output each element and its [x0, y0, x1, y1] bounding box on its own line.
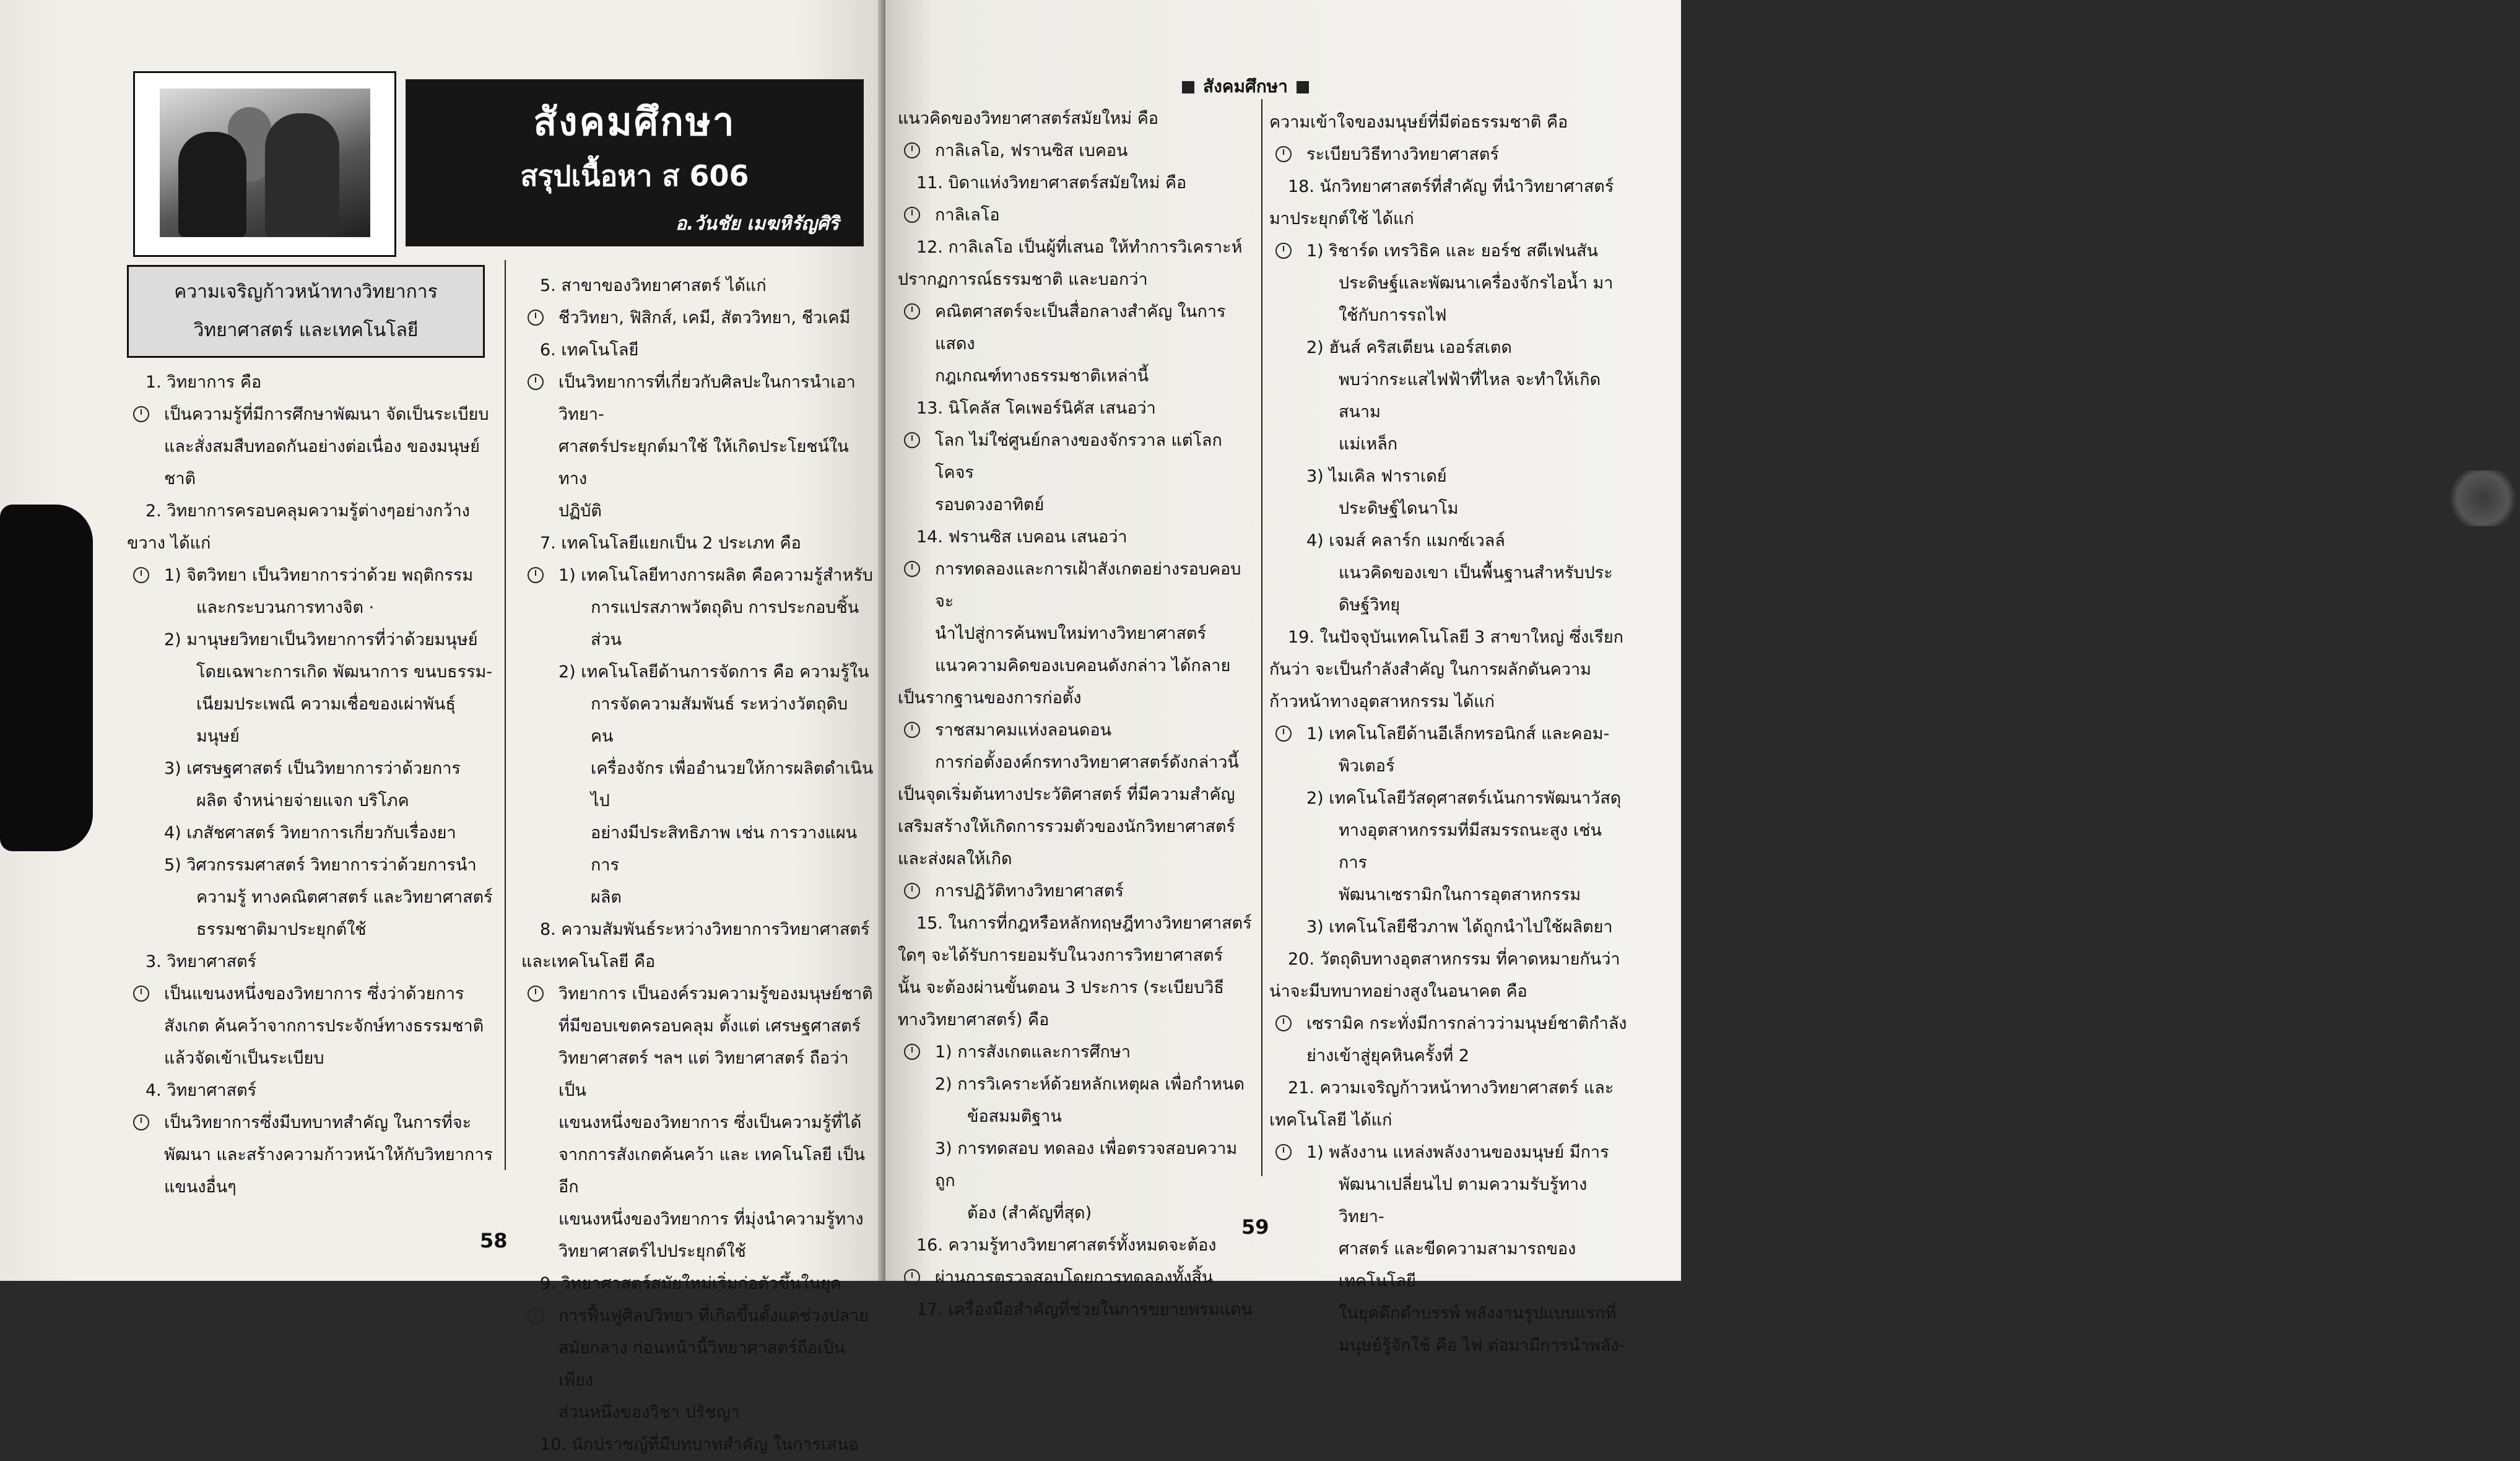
text-line: เสริมสร้างให้เกิดการรวมตัวของนักวิทยาศาสตร์: [898, 817, 1236, 836]
answer-text: การฟื้นฟูศิลปวิทยา ที่เกิดขึ้นตั้งแต่ช่วงปลาย: [558, 1306, 869, 1325]
text-line: นั้น จะต้องผ่านขั้นตอน 3 ประการ (ระเบียบวิธี: [898, 978, 1224, 997]
clock-bullet-icon: [904, 561, 920, 577]
continuation-line: พัฒนา และสร้างความก้าวหน้าให้กับวิทยาการ: [164, 1145, 493, 1164]
answer-line: [898, 296, 1257, 360]
sub-item-continuation: พัฒนาเซรามิกในการอุตสาหกรรม: [1339, 885, 1581, 904]
answer-line: [898, 135, 1257, 167]
answer-text: วิทยาการ เป็นองค์รวมความรู้ของมนุษย์ชาติ: [558, 984, 873, 1004]
answer-text: 1) เทคโนโลยีด้านอีเล็กทรอนิกส์ และคอม-: [1306, 724, 1610, 744]
question-line: 2. วิทยาการครอบคลุมความรู้ต่างๆอย่างกว้าง: [146, 501, 470, 521]
left-page: [0, 0, 885, 1454]
answer-text: 1) ริชาร์ด เทรวิธิค และ ยอร์ช สตีเฟนสัน: [1306, 241, 1598, 261]
answer-line: [127, 1107, 495, 1139]
question-line: 1. วิทยาการ คือ: [146, 373, 262, 392]
clock-bullet-icon: [1275, 726, 1292, 742]
clock-bullet-icon: [133, 567, 149, 583]
clock-bullet-icon: [1275, 243, 1292, 259]
clock-bullet-icon: [1275, 1015, 1292, 1031]
answer-text: เป็นวิทยาการที่เกี่ยวกับศิลปะในการนำเอาวิทยา-: [558, 373, 856, 424]
answer-text: กาลิเลโอ: [935, 206, 1000, 225]
clock-bullet-icon: [904, 1044, 920, 1060]
question-line: 10. นักปราชญ์ที่มีบทบาทสำคัญ ในการเสนอ: [540, 1435, 859, 1454]
banner-author: อ.วันชัย เมฆหิรัญศิริ: [675, 213, 839, 235]
sub-item-continuation: ประดิษฐ์ไดนาโม: [1339, 499, 1459, 518]
continuation-line: วิทยาศาสตร์ ฯลฯ แต่ วิทยาศาสตร์ ถือว่าเป็น: [558, 1049, 849, 1100]
continuation-line: ศาสตร์ประยุกต์มาใช้ ให้เกิดประโยชน์ในทาง: [558, 437, 849, 488]
sub-item-continuation: การแปรสภาพวัตถุดิบ การประกอบชิ้นส่วน: [591, 598, 859, 649]
question-line: 21. ความเจริญก้าวหน้าทางวิทยาศาสตร์ และ: [1288, 1078, 1614, 1098]
sub-item-continuation: ทางอุตสาหกรรมที่มีสมรรถนะสูง เช่น การ: [1339, 821, 1602, 872]
column-divider: [505, 260, 506, 1170]
text-line: เป็นรากฐานของการก่อตั้ง: [898, 688, 1082, 708]
ink-blot: [0, 505, 93, 851]
stain-mark: [2446, 470, 2520, 526]
sub-item-continuation: ธรรมชาติมาประยุกต์ใช้: [196, 920, 367, 939]
text-line: เทคโนโลยี ได้แก่: [1269, 1111, 1393, 1130]
sub-item-continuation: มนุษย์รู้จักใช้ คือ ไฟ ต่อมามีการนำพลัง-: [1339, 1336, 1625, 1355]
sub-item-line: 2) ฮันส์ คริสเตียน เออร์สเตด: [1306, 338, 1512, 357]
continuation-line: แขนงหนึ่งของวิทยาการ ที่มุ่งนำความรู้ทาง: [558, 1210, 864, 1229]
answer-line: [1269, 139, 1628, 171]
question-line: 5. สาขาของวิทยาศาสตร์ ได้แก่: [540, 276, 767, 295]
sub-item-continuation: ข้อสมมติฐาน: [967, 1107, 1062, 1126]
continuation-line: แขนงหนึ่งของวิทยาการ ซึ่งเป็นความรู้ที่ได้: [558, 1113, 862, 1132]
banner-subtitle: สรุปเนื้อหา ส 606: [520, 159, 749, 193]
answer-line: [898, 199, 1257, 232]
clock-bullet-icon: [528, 986, 544, 1002]
continuation-line: จากการสังเกตค้นคว้า และ เทคโนโลยี เป็นอีก: [558, 1145, 865, 1197]
question-line: 14. ฟรานซิส เบคอน เสนอว่า: [916, 527, 1127, 547]
square-bullet-icon: [1297, 81, 1309, 93]
sub-item-continuation: พิวเตอร์: [1339, 757, 1395, 776]
question-line: 4. วิทยาศาสตร์: [146, 1081, 257, 1100]
question-line: 13. นิโคลัส โคเพอร์นิคัส เสนอว่า: [916, 399, 1156, 418]
text-line: ปรากฏการณ์ธรรมชาติ และบอกว่า: [898, 270, 1148, 289]
sub-item-line: 3) ไมเคิล ฟาราเดย์: [1306, 467, 1447, 486]
clock-bullet-icon: [1275, 146, 1292, 162]
answer-text: 1) การสังเกตและการศึกษา: [935, 1043, 1131, 1062]
sub-item-continuation: การจัดความสัมพันธ์ ระหว่างวัตถุดิบ คน: [591, 695, 848, 746]
answer-line: [521, 302, 874, 334]
sub-item-continuation: เนียมประเพณี ความเชื่อของเผ่าพันธุ์มนุษย์: [196, 695, 456, 746]
clock-bullet-icon: [528, 374, 544, 390]
section-heading-line-2: วิทยาศาสตร์ และเทคโนโลยี: [193, 319, 419, 341]
answer-line: [898, 1262, 1257, 1294]
clock-bullet-icon: [904, 722, 920, 738]
question-line: 8. ความสัมพันธ์ระหว่างวิทยาการวิทยาศาสตร์: [540, 920, 870, 939]
question-line: 9. วิทยาศาสตร์สมัยใหม่เริ่มก่อตัวขึ้นในยุค: [540, 1274, 842, 1293]
banner-title: สังคมศึกษา: [533, 99, 736, 144]
answer-text: ระเบียบวิธีทางวิทยาศาสตร์: [1306, 145, 1499, 164]
clock-bullet-icon: [904, 142, 920, 158]
answer-text: การทดลองและการเฝ้าสังเกตอย่างรอบคอบจะ: [935, 560, 1241, 611]
right-column-1: [898, 103, 1257, 1326]
sub-item-line: 4) เภสัชศาสตร์ วิทยาการเกี่ยวกับเรื่องยา: [164, 823, 456, 843]
text-line: ก้าวหน้าทางอุตสาหกรรม ได้แก่: [1269, 692, 1495, 711]
continuation-line: และสั่งสมสืบทอดกันอย่างต่อเนื่อง ของมนุษย์: [164, 437, 480, 456]
sub-item-line: 3) การทดสอบ ทดลอง เพื่อตรวจสอบความถูก: [935, 1139, 1238, 1190]
answer-line: [521, 1300, 874, 1332]
sub-item-continuation: อย่างมีประสิทธิภาพ เช่น การวางแผนการ: [591, 823, 858, 875]
answer-text: การปฏิวัติทางวิทยาศาสตร์: [935, 882, 1124, 901]
running-head-text: สังคมศึกษา: [1203, 76, 1288, 97]
question-line: 3. วิทยาศาสตร์: [146, 952, 257, 971]
title-banner: [406, 79, 864, 246]
answer-text: ชีววิทยา, ฟิสิกส์, เคมี, สัตววิทยา, ชีวเคมี: [558, 308, 851, 327]
answer-line: [898, 553, 1257, 618]
question-line: 19. ในปัจจุบันเทคโนโลยี 3 สาขาใหญ่ ซึ่งเรียก: [1288, 628, 1624, 647]
sub-item-continuation: ผลิต จำหน่ายจ่ายแจก บริโภค: [196, 791, 409, 810]
answer-text: เป็นความรู้ที่มีการศึกษาพัฒนา จัดเป็นระเบียบ: [164, 405, 489, 424]
answer-line: [127, 978, 495, 1010]
sub-item-line: 3) เทคโนโลยีชีวภาพ ได้ถูกนำไปใช้ผลิตยา: [1306, 917, 1613, 937]
question-line: 17. เครื่องมือสำคัญที่ช่วยในการขยายพรมแดน: [916, 1300, 1253, 1319]
continuation-line: แล้วจัดเข้าเป็นระเบียบ: [164, 1049, 324, 1068]
answer-text: ราชสมาคมแห่งลอนดอน: [935, 721, 1112, 740]
answer-text: โลก ไม่ใช่ศูนย์กลางของจักรวาล แต่โลกโคจร: [935, 431, 1222, 482]
continuation-line: ที่มีขอบเขตครอบคลุม ตั้งแต่ เศรษฐศาสตร์: [558, 1017, 861, 1036]
text-line: และส่งผลให้เกิด: [898, 849, 1012, 869]
answer-line: [898, 425, 1257, 489]
clock-bullet-icon: [133, 986, 149, 1002]
column-divider: [1261, 99, 1262, 1176]
answer-line: [1269, 718, 1628, 750]
sub-item-line: 2) มานุษยวิทยาเป็นวิทยาการที่ว่าด้วยมนุษย์: [164, 630, 478, 649]
sub-item-line: 2) เทคโนโลยีด้านการจัดการ คือ ความรู้ใน: [558, 662, 869, 682]
answer-line: [898, 875, 1257, 908]
sub-item-continuation: เครื่องจักร เพื่ออำนวยให้การผลิตดำเนินไป: [591, 759, 874, 810]
answer-line: [127, 399, 495, 431]
sub-item-continuation: พบว่ากระแสไฟฟ้าที่ไหล จะทำให้เกิดสนาม: [1339, 370, 1601, 422]
answer-line: [521, 978, 874, 1010]
question-line: 6. เทคโนโลยี: [540, 340, 639, 360]
continuation-line: ปฏิบัติ: [558, 501, 602, 521]
answer-text: เป็นวิทยาการซึ่งมีบทบาทสำคัญ ในการที่จะ: [164, 1113, 472, 1132]
clock-bullet-icon: [904, 432, 920, 448]
continuation-line: แขนงอื่นๆ: [164, 1177, 237, 1197]
answer-line: [521, 366, 874, 431]
sub-item-continuation: พัฒนาเปลี่ยนไป ตามความรับรู้ทางวิทยา-: [1339, 1175, 1588, 1226]
clock-bullet-icon: [528, 1307, 544, 1324]
text-line: มาประยุกต์ใช้ ได้แก่: [1269, 209, 1414, 228]
page-number-left: 58: [480, 1229, 508, 1252]
sub-item-continuation: ดิษฐ์วิทยุ: [1339, 596, 1401, 615]
sub-item-continuation: โดยเฉพาะการเกิด พัฒนาการ ขนบธรรม-: [196, 662, 493, 682]
answer-line: [898, 1036, 1257, 1069]
answer-text: ผ่านการตรวจสอบโดยการทดลองทั้งสิ้น: [935, 1268, 1214, 1287]
right-page: [885, 0, 1681, 1355]
sub-item-line: 2) การวิเคราะห์ด้วยหลักเหตุผล เพื่อกำหนด: [935, 1075, 1245, 1094]
question-line: 7. เทคโนโลยีแยกเป็น 2 ประเภท คือ: [540, 534, 801, 553]
sub-item-continuation: ในยุคดึกดำบรรพ์ พลังงานรูปแบบแรกที่: [1339, 1304, 1617, 1323]
continuation-line: สังเกต ค้นคว้าจากการประจักษ์ทางธรรมชาติ: [164, 1017, 484, 1036]
sub-item-continuation: ประดิษฐ์และพัฒนาเครื่องจักรไอน้ำ มา: [1339, 274, 1614, 293]
text-line: น่าจะมีบทบาทอย่างสูงในอนาคต คือ: [1269, 982, 1527, 1001]
text-line: กันว่า จะเป็นกำลังสำคัญ ในการผลักดันความ: [1269, 660, 1591, 679]
page-number-right: 59: [1241, 1215, 1269, 1239]
question-line: 11. บิดาแห่งวิทยาศาสตร์สมัยใหม่ คือ: [916, 173, 1187, 193]
question-line: 18. นักวิทยาศาสตร์ที่สำคัญ ที่นำวิทยาศาสตร์: [1288, 177, 1614, 196]
question-line: 20. วัตถุดิบทางอุตสาหกรรม ที่คาดหมายกันว่า: [1288, 950, 1620, 969]
answer-text: คณิตศาสตร์จะเป็นสื่อกลางสำคัญ ในการแสดง: [935, 302, 1226, 353]
text-line: และเทคโนโลยี คือ: [521, 952, 656, 971]
running-head: [1173, 73, 1318, 100]
answer-line: [521, 560, 874, 592]
answer-text: เซรามิค กระทั่งมีการกล่าวว่ามนุษย์ชาติกำลัง: [1306, 1014, 1627, 1033]
continuation-line: การก่อตั้งองค์กรทางวิทยาศาสตร์ดังกล่าวนี้: [935, 753, 1239, 772]
clock-bullet-icon: [904, 1269, 920, 1285]
text-line: ทางวิทยาศาสตร์) คือ: [898, 1010, 1049, 1030]
answer-text: 1) จิตวิทยา เป็นวิทยาการว่าด้วย พฤติกรรม: [164, 566, 474, 585]
answer-text: เป็นแขนงหนึ่งของวิทยาการ ซึ่งว่าด้วยการ: [164, 984, 464, 1004]
sub-item-continuation: และกระบวนการทางจิต ·: [196, 598, 375, 617]
continuation-line: แนวความคิดของเบคอนดังกล่าว ได้กลาย: [935, 656, 1231, 675]
square-bullet-icon: [1182, 81, 1194, 93]
sub-item-continuation: แนวคิดของเขา เป็นพื้นฐานสำหรับประ: [1339, 563, 1613, 583]
left-column-2: [521, 270, 874, 1461]
sub-item-continuation: ความรู้ ทางคณิตศาสตร์ และวิทยาศาสตร์: [196, 888, 493, 907]
clock-bullet-icon: [904, 303, 920, 319]
continuation-line: ย่างเข้าสู่ยุคหินครั้งที่ 2: [1306, 1046, 1469, 1065]
sub-item-continuation: แม่เหล็ก: [1339, 435, 1398, 454]
question-line: 12. กาลิเลโอ เป็นผู้ที่เสนอ ให้ทำการวิเคราะห์: [916, 238, 1243, 257]
sub-item-line: 3) เศรษฐศาสตร์ เป็นวิทยาการว่าด้วยการ: [164, 759, 461, 778]
clock-bullet-icon: [133, 1114, 149, 1130]
continuation-line: รอบดวงอาทิตย์: [935, 495, 1045, 514]
text-line: ใดๆ จะได้รับการยอมรับในวงการวิทยาศาสตร์: [898, 946, 1223, 965]
sub-item-line: 5) วิศวกรรมศาสตร์ วิทยาการว่าด้วยการนำ: [164, 856, 477, 875]
text-line: เป็นจุดเริ่มต้นทางประวัติศาสตร์ ที่มีความสำคัญ: [898, 785, 1235, 804]
answer-line: [1269, 1008, 1628, 1040]
right-column-2: [1269, 106, 1628, 1362]
sub-item-continuation: ผลิต: [591, 888, 622, 907]
clock-bullet-icon: [904, 883, 920, 899]
answer-line: [898, 714, 1257, 747]
continuation-line: นำไปสู่การค้นพบใหม่ทางวิทยาศาสตร์: [935, 624, 1206, 643]
answer-text: 1) เทคโนโลยีทางการผลิต คือความรู้สำหรับ: [558, 566, 873, 585]
text-line: ขวาง ได้แก่: [127, 534, 211, 553]
answer-line: [127, 560, 495, 592]
clock-bullet-icon: [133, 406, 149, 422]
answer-line: [1269, 1137, 1628, 1169]
continuation-line: กฎเกณฑ์ทางธรรมชาติเหล่านี้: [935, 366, 1149, 386]
sub-item-line: 4) เจมส์ คลาร์ก แมกซ์เวลล์: [1306, 531, 1505, 550]
answer-text: กาลิเลโอ, ฟรานซิส เบคอน: [935, 141, 1128, 160]
sub-item-continuation: ต้อง (สำคัญที่สุด): [967, 1203, 1092, 1223]
clock-bullet-icon: [904, 207, 920, 223]
sub-item-line: 2) เทคโนโลยีวัสดุศาสตร์เน้นการพัฒนาวัสดุ: [1306, 789, 1622, 808]
continuation-line: วิทยาศาสตร์ไปประยุกต์ใช้: [558, 1242, 746, 1261]
sub-item-continuation: ใช้กับการรถไฟ: [1339, 306, 1447, 325]
continuation-line: ชาติ: [164, 469, 196, 488]
continuation-line: สมัยกลาง ก่อนหน้านี้วิทยาศาสตร์ถือเป็นเพียง: [558, 1338, 845, 1390]
clock-bullet-icon: [1275, 1144, 1292, 1160]
clock-bullet-icon: [528, 310, 544, 326]
section-heading-box: [127, 265, 485, 358]
text-line: แนวคิดของวิทยาศาสตร์สมัยใหม่ คือ: [898, 109, 1158, 128]
sub-item-continuation: ศาสตร์ และขีดความสามารถของเทคโนโลยี: [1339, 1239, 1576, 1291]
continuation-line: ส่วนหนึ่งของวิชา ปรัชญา: [558, 1403, 740, 1422]
answer-text: 1) พลังงาน แหล่งพลังงานของมนุษย์ มีการ: [1306, 1143, 1609, 1162]
question-line: 16. ความรู้ทางวิทยาศาสตร์ทั้งหมดจะต้อง: [916, 1236, 1217, 1255]
question-line: 15. ในการที่กฎหรือหลักทฤษฎีทางวิทยาศาสตร์: [916, 914, 1252, 933]
answer-line: [1269, 235, 1628, 267]
clock-bullet-icon: [528, 567, 544, 583]
section-heading-line-1: ความเจริญก้าวหน้าทางวิทยาการ: [174, 281, 438, 303]
left-column-1: [127, 366, 495, 1203]
illustration-photo: [133, 71, 396, 257]
text-line: ความเข้าใจของมนุษย์ที่มีต่อธรรมชาติ คือ: [1269, 113, 1568, 132]
